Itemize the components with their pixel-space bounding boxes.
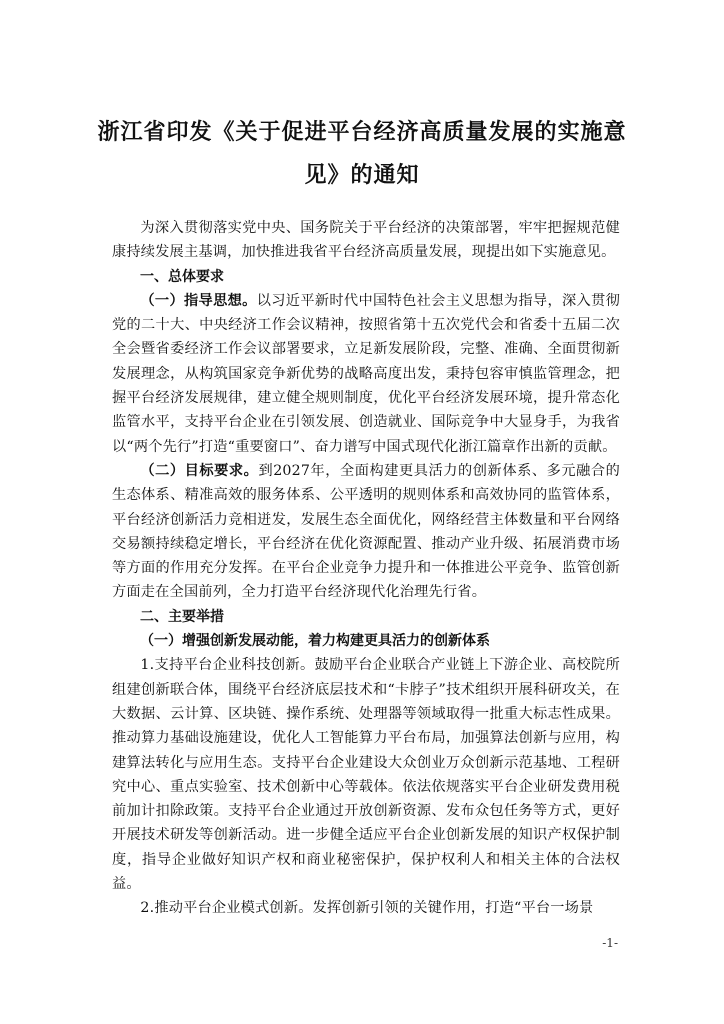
document-title-line-2: 见》的通知 (304, 163, 420, 188)
goal-requirements-text: 到2027年，全面构建更具活力的创新体系、多元融合的生态体系、精准高效的服务体系、公平透明的规则体系和高效协同的监管体系，平台经济创新活力竞相迸发，发展生态全面优化，网络经营主体数量和平台网络交易额持续稳定增长，平台经济在优化资源配置、推动产业升级、拓展消费市场等方面的作用充分发挥。在平台企业竞争力提升和一体推进公平竞争、监管创新方面走在全国前列，全力打造平台经济现代化治理先行省。 (112, 462, 620, 601)
document-title-line-1: 浙江省印发《关于促进平台经济高质量发展的实施意 (97, 120, 627, 145)
goal-requirements-paragraph (112, 459, 620, 605)
page-number: -1- (602, 936, 618, 950)
guiding-ideology-text: 以习近平新时代中国特色社会主义思想为指导，深入贯彻党的二十大、中央经济工作会议精神，按照省第十五次党代会和省委十五届二次全会暨省委经济工作会议部署要求，立足新发展阶段，完整、准确、全面贯彻新发展理念，从构筑国家竞争新优势的战略高度出发，秉持包容审慎监管理念，把握平台经济发展规律，建立健全规则制度，优化平台经济发展环境，提升常态化监管水平，支持平台企业在引领发展、创造就业、国际竞争中大显身手，为我省以“两个先行”打造“重要窗口”、奋力谱写中国式现代化浙江篇章作出新的贡献。 (112, 292, 620, 455)
subsection-1-heading: （一）增强创新发展动能，着力构建更具活力的创新体系 (140, 633, 490, 650)
guiding-ideology-paragraph (112, 289, 620, 459)
item-1-paragraph: 1.支持平台企业科技创新。鼓励平台企业联合产业链上下游企业、高校院所组建创新联合体，围绕平台经济底层技术和“卡脖子”技术组织开展科研攻关，在大数据、云计算、区块链、操作系统、处理器等领域取得一批重大标志性成果。推动算力基础设施建设，优化人工智能算力平台布局，加强算法创新与应用，构建算法转化与应用生态。支持平台企业建设大众创业万众创新示范基地、工程研究中心、重点实验室、技术创新中心等载体。依法依规落实平台企业研发费用税前加计扣除政策。支持平台企业通过开放创新资源、发布众包任务等方式，更好开展技术研发等创新活动。进一步健全适应平台企业创新发展的知识产权保护制度，指导企业做好知识产权和商业秘密保护，保护权利人和相关主体的合法权益。 (112, 657, 620, 893)
document-body (112, 216, 620, 921)
goal-requirements-lead: （二）目标要求。 (140, 462, 259, 479)
section-2-heading: 二、主要举措 (140, 608, 224, 625)
guiding-ideology-lead: （一）指导思想。 (140, 292, 257, 309)
intro-paragraph: 为深入贯彻落实党中央、国务院关于平台经济的决策部署，牢牢把握规范健康持续发展主基调，加快推进我省平台经济高质量发展，现提出如下实施意见。 (112, 220, 620, 261)
item-2-paragraph: 2.推动平台企业模式创新。发挥创新引领的关键作用，打造“平台一场景 (140, 900, 594, 917)
section-1-heading: 一、总体要求 (140, 268, 224, 285)
